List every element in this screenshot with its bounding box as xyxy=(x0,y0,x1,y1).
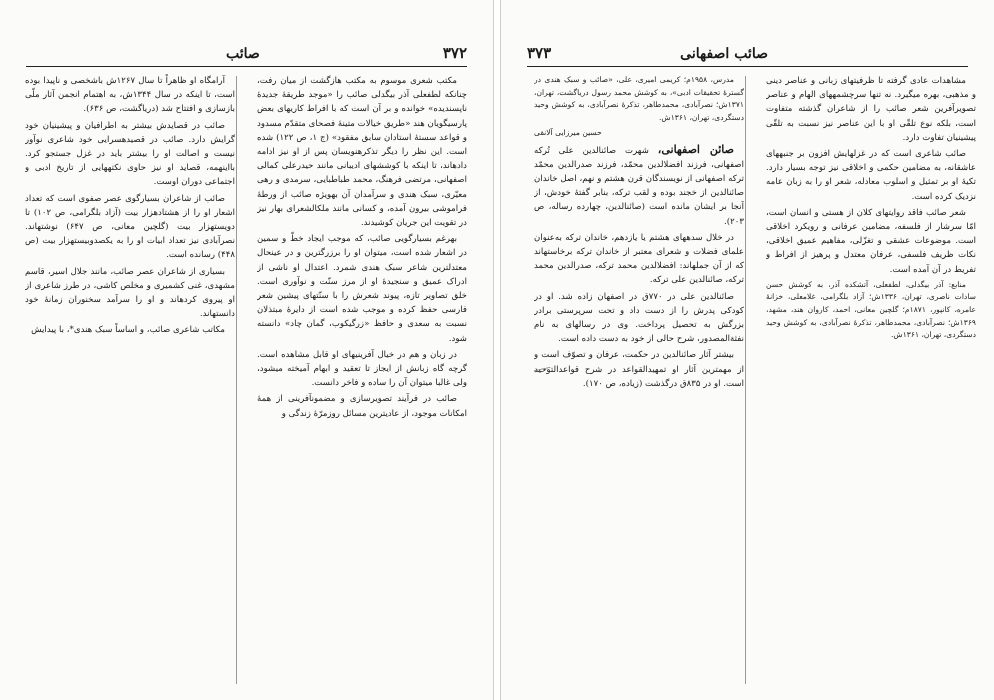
entry-title: صائن اصفهانی، xyxy=(657,142,734,156)
paragraph: صائب از شاعران بسیارگوی عصر صفوی است که تعداد اشعار او را از هشتادهزار بیت (آزاد بلگرامی، ص ۱۰۲) تا دویستهزار بیت (گلچین معانی، ص ۶۴۷) نوشتهاند. نصرآبادی نیز تعداد ابیات او را به یکصدوبیستهزار بیت (ص ۴۴۸) رسانده است. xyxy=(25,193,235,261)
right-column-left xyxy=(534,74,744,688)
paragraph: صائنالدین علی در ۷۷۰ق در اصفهان زاده شد. او در کودکی پدرش را از دست داد و تحت سرپرستی برادر بزرگش به تحصیل پرداخت. وی در رسالهای به نام نفثةالمصدور، شرح حالی از خود به دست داده است. xyxy=(534,291,744,345)
paragraph: صائب شاعری است که در غزلهایش افزون بر جنبههای عاشقانه، به مضامین حکمی و اخلاقی نیز توجه بسیار دارد. تکیهٔ او بر تمثیل و اسلوب معادله، شعر او را به زبان عامه نزدیک کرده است. xyxy=(766,149,976,202)
left-running-title: صائب xyxy=(226,46,260,62)
entry-paragraph xyxy=(534,143,744,229)
left-page xyxy=(0,0,494,700)
paragraph: مکاتب شاعری صائب، و اساساً سبک هندی*، با پیدایش xyxy=(31,325,225,336)
author-signature: حسین میرزایی آلانقی xyxy=(534,128,602,138)
column-divider xyxy=(236,76,237,684)
paragraph: آرامگاه او ظاهراً تا سال ۱۲۶۷ش باشخصی و ناپیدا بوده است، تا اینکه در سال ۱۳۴۴ش، به اهتمام انجمن آثار ملّی بازسازی و افتتاح شد (دریاگشت، ص ۶۳۶). xyxy=(25,76,235,115)
paragraph: صائب در فرآیند تصویرسازی و مضمونآفرینی از همهٔ امکانات موجود، از عادیترین مسائل روزمرّهٔ زندگی و xyxy=(257,394,467,419)
column-divider xyxy=(745,76,746,684)
paragraph: بسیاری از شاعران عصر صائب، مانند جلال اسیر، قاسم مشهدی، غنی کشمیری و مخلص کاشی، در طرز شاعری از او پیروی کردهاند و او را سرآمد سخنوران زمانهٔ خود دانستهاند. xyxy=(25,266,235,320)
left-column-right xyxy=(257,74,467,688)
paragraph: مکتب شعری موسوم به مکتب هازگشت از میان رفت، چنانکه لطفعلی آذر بیگدلی صائب را «موجد طریقهٔ جدیدهٔ ناپسندیده» خوانده و بر آن است که با افراط کاریهای بعض پارسیگویان هند «طریق خیالات متینهٔ فصحای متقدّم مسدود و قواعد سستهٔ استادان سابق مفقود» (ج ۱، ص ۱۲۲) شده است. این نظر را دیگر تذکرهنویسان پس از او نیز ادامه دادهاند، تا اینکه با کوششهای ادیبانی مانند حیدرعلی کمالی اصفهانی، مرتضی فرهنگ، محمد طباطبایی، سرمدی و رهی معیّری، سبک هندی و سرآمدان آن بهویژه صائب از ورطهٔ فراموشی بیرون آمده، و کسانی مانند ملکالشعرای بهار نیز در تقویت این جریان کوشیدند. xyxy=(257,76,467,229)
right-running-title: صائب اصفهانی xyxy=(680,46,768,62)
paragraph: در زبان و هم در خیال آفرینیهای او قابل مشاهده است. گرچه گاه زبانش از ایجاز تا تعقید و ابهام آمیخته میشود، ولی غالبا میتوان آن را ساده و فاخر دانست. xyxy=(257,349,467,389)
paragraph: شعر صائب فاقد روایتهای کلان از هستی و انسان است، امّا سرشار از فلسفه، مضامین عرفانی و رویکرد اخلاقی است. موضوعات عشقی و تغزّلی، مفاهیم عمیق اخلاقی، نکات ظریف فلسفی، عرفان معتدل و پرهیز از افراط و تفریط در آن آمده است. xyxy=(766,207,976,275)
right-page-header xyxy=(527,40,968,67)
right-page xyxy=(500,0,994,700)
left-column-left xyxy=(25,74,235,688)
left-page-number: ۳۷۲ xyxy=(442,44,467,62)
left-page-header xyxy=(26,40,467,67)
sources-paragraph: منابع: آذر بیگدلی، لطفعلی، آتشکده آذر، به کوشش حسن سادات ناصری، تهران، ۱۳۳۶ش؛ آزاد بلگرامی، غلامعلی، خزانهٔ عامره، کانپور، ۱۸۷۱م؛ گلچین معانی، احمد، کاروان هند، مشهد، ۱۳۶۹ش؛ نصرآبادی، محمدطاهر، تذکرهٔ نصرآبادی، به کوشش وحید دستگردی، تهران، ۱۳۶۱ش. xyxy=(766,279,976,340)
paragraph: بهرغم بسیارگویی صائب، که موجب ایجاد خطّ و سمین در اشعار شده است، میتوان او را برزرگترین و در عینحال معتدلترین شاعر سبک هندی شمرد. اعتدال او ناشی از ادراک عمیق و سنجیدهٔ او از مرز سنّت و نوآوری است. خلق تصاویر تازه، پیوند شعرش را با سنّتهای پیشین شعر فارسی حفظ کرده و موجب شده است از دایرهٔ مبتذلان نسبت به سعدی و حافظ «زرگیکوب، گمان چاد» دانسته شود. xyxy=(257,234,467,344)
paragraph: صائب در قصایدش بیشتر به اطرافیان و پیشینیان خود گرایش دارد. صائب در قصیدهسرایی خود شاعری نوآور نیست و اصالت او را بیشتر باید در غزل جستجو کرد. بااینهمه، قصاید او نیز حاوی نکتههایی از تاریخ ادبی و اجتماعی دوران اوست. xyxy=(25,120,235,188)
paragraph: مشاهدات عادی گرفته تا ظرفیتهای زبانی و عناصر دینی و مذهبی، بهره میگیرد. نه تنها سرچشمههای الهام و عناصر تصویرآفرین شعر صائب را از شاعران گذشته متفاوت است، بلکه نوع تلقّی او با این عناصر نیز نسبت به تلقّی پیشینیان تفاوت دارد. xyxy=(766,76,976,143)
right-page-number: ۳۷۳ xyxy=(527,44,552,62)
entry-text: شهرت صائنالدین علی تُرکه اصفهانی، فرزند افضلالدین محمّد، فرزند صدرالدین محمّد ترکه اصفهانی از نویسندگان قرن هشتم و نهم، اصل خاندان صائنالدین از خجند بوده و لقب ترکه، بنابر گفتهٔ خودش، از آنجا بر ایشان مانده است (صائنالدین، چهارده رساله، ص ۲۰۳). xyxy=(534,145,744,227)
sources-continued: مدرس، ۱۹۵۸م؛ کریمی امیری، علی، «صائب و سبک هندی در گسترهٔ تحقیقات ادبی»، به کوشش محمد رسول دریاگشت، تهران، ۱۳۷۱ش؛ نصرآبادی، محمدطاهر، تذکرهٔ نصرآبادی، به کوشش وحید دستگردی، تهران، ۱۳۶۱ش. xyxy=(534,75,744,122)
paragraph: در خلال سدههای هشتم یا یازدهم، خاندان ترکه به‌عنوان علمای فضلات و شعرای معتبر از خاندان ترکه برخاستهاند که از آن جملهاند: افضلالدین محمد ترکه، صدرالدین محمد ترکه، صائنالدین علی ترکه. xyxy=(534,232,744,286)
paragraph: بیشتر آثار صائنالدین در حکمت، عرفان و تصوّف است و از مهمترین آثار او تمهیدالقواعد در شرح قواعدالتوحید است. او در ۸۳۵ق درگذشت (زیاده، ص ۱۷۰). xyxy=(534,350,744,389)
right-column-right xyxy=(766,74,976,688)
